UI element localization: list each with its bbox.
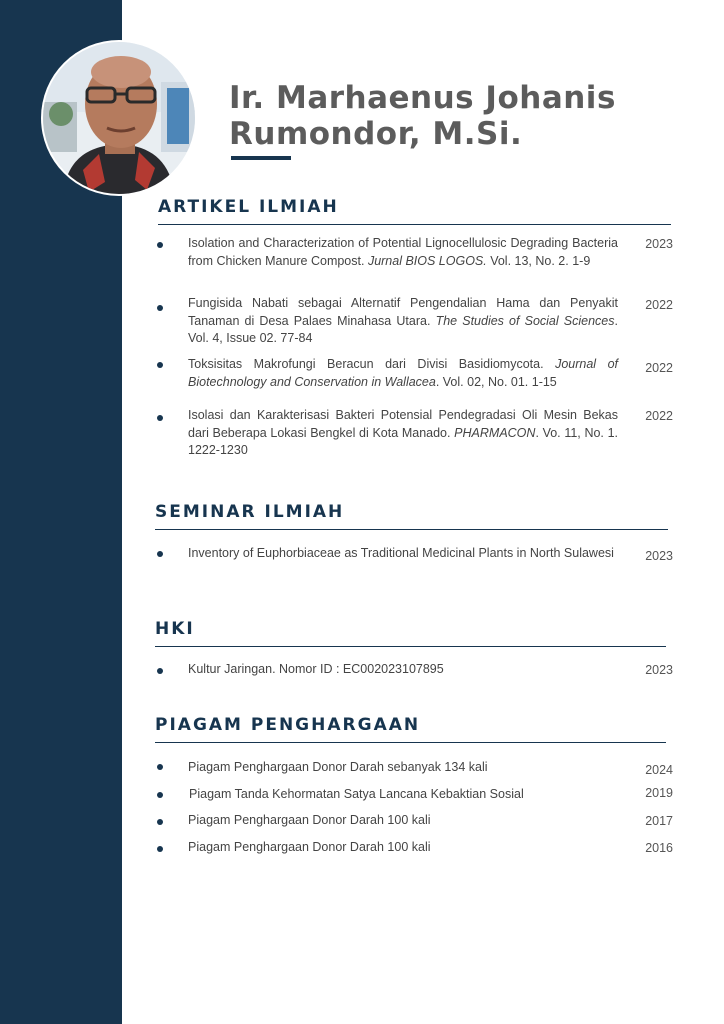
artikel-item-title: Isolation and Characterization of Potential Lignocellulosic Degrading Bacteria from Chicken Manure Compost. (188, 236, 618, 268)
section-title-piagam: PIAGAM PENGHARGAAN (155, 715, 421, 735)
artikel-item-volume: . Vo. 11, No. 1. 1222-1230 (188, 425, 619, 457)
piagam-item-year: 2017 (645, 814, 673, 828)
bullet-icon (157, 415, 163, 421)
section-rule-artikel (158, 224, 671, 225)
section-title-seminar: SEMINAR ILMIAH (155, 502, 345, 522)
profile-name-line2: Rumondor, M.Si. (229, 116, 523, 152)
artikel-item (157, 407, 673, 463)
profile-photo-image (43, 42, 195, 194)
artikel-item-title: Toksisitas Makrofungi Beracun dari Divisi Basidiomycota. (188, 357, 556, 371)
piagam-item-year: 2024 (645, 763, 673, 777)
hki-item (157, 661, 673, 685)
artikel-item-volume: . Vol. 02, No. 01. 1-15 (435, 374, 557, 389)
artikel-item-text (188, 356, 618, 391)
bullet-icon (157, 242, 163, 248)
seminar-item-text: Inventory of Euphorbiaceae as Traditional Medicinal Plants in North Sulawesi (188, 546, 614, 560)
artikel-item-journal: Journal of Biotechnology and Conservation in Wallacea (188, 357, 618, 389)
artikel-item-text (188, 295, 618, 348)
bullet-icon (157, 819, 163, 825)
seminar-item (157, 545, 673, 585)
name-underline (231, 156, 291, 160)
piagam-item-text: Piagam Penghargaan Donor Darah 100 kali (188, 840, 431, 854)
artikel-item-year: 2022 (645, 298, 673, 312)
bullet-icon (157, 362, 163, 368)
piagam-item (157, 786, 673, 810)
bullet-icon (157, 305, 163, 311)
section-rule-piagam (155, 742, 666, 743)
bullet-icon (157, 764, 163, 770)
bullet-icon (157, 551, 163, 557)
bullet-icon (157, 846, 163, 852)
profile-photo (43, 42, 195, 194)
artikel-item-volume: . Vol. 4, Issue 02. 77-84 (188, 313, 618, 345)
artikel-item-volume: Vol. 13, No. 2. 1-9 (486, 253, 591, 268)
artikel-item-title: Fungisida Nabati sebagai Alternatif Pengendalian Hama dan Penyakit Tanaman di Desa Palaes Minahasa Utara. (188, 296, 618, 328)
seminar-item-year: 2023 (645, 549, 673, 563)
artikel-item-journal: The Studies of Social Sciences (435, 313, 615, 328)
piagam-item-text: Piagam Penghargaan Donor Darah sebanyak 134 kali (188, 760, 488, 774)
bullet-icon (157, 792, 163, 798)
artikel-item (157, 295, 673, 351)
artikel-item-text (188, 235, 618, 270)
piagam-item (157, 759, 673, 783)
piagam-item (157, 812, 673, 836)
piagam-item-year: 2016 (645, 841, 673, 855)
section-title-hki: HKI (155, 619, 195, 639)
artikel-item (157, 235, 673, 291)
piagam-item (157, 839, 673, 863)
artikel-item-year: 2022 (645, 409, 673, 423)
piagam-item-year: 2019 (645, 786, 673, 800)
artikel-item (157, 356, 673, 396)
artikel-item-year: 2023 (645, 237, 673, 251)
artikel-item-journal: PHARMACON (454, 425, 536, 440)
section-title-artikel: ARTIKEL ILMIAH (158, 197, 339, 217)
profile-name-line1: Ir. Marhaenus Johanis (229, 80, 616, 116)
artikel-item-title: Isolasi dan Karakterisasi Bakteri Potensial Pendegradasi Oli Mesin Bekas dari Beberapa Lokasi Bengkel di Kota Manado. (188, 408, 618, 440)
section-rule-hki (155, 646, 666, 647)
artikel-item-journal: Jurnal BIOS LOGOS. (367, 253, 487, 268)
hki-item-text: Kultur Jaringan. Nomor ID : EC002023107895 (188, 662, 444, 676)
section-rule-seminar (155, 529, 668, 530)
artikel-item-text (188, 407, 618, 460)
hki-item-year: 2023 (645, 663, 673, 677)
piagam-item-text: Piagam Penghargaan Donor Darah 100 kali (188, 813, 431, 827)
bullet-icon (157, 668, 163, 674)
artikel-item-year: 2022 (645, 361, 673, 375)
piagam-item-text: Piagam Tanda Kehormatan Satya Lancana Kebaktian Sosial (189, 787, 524, 801)
profile-name (229, 80, 699, 152)
